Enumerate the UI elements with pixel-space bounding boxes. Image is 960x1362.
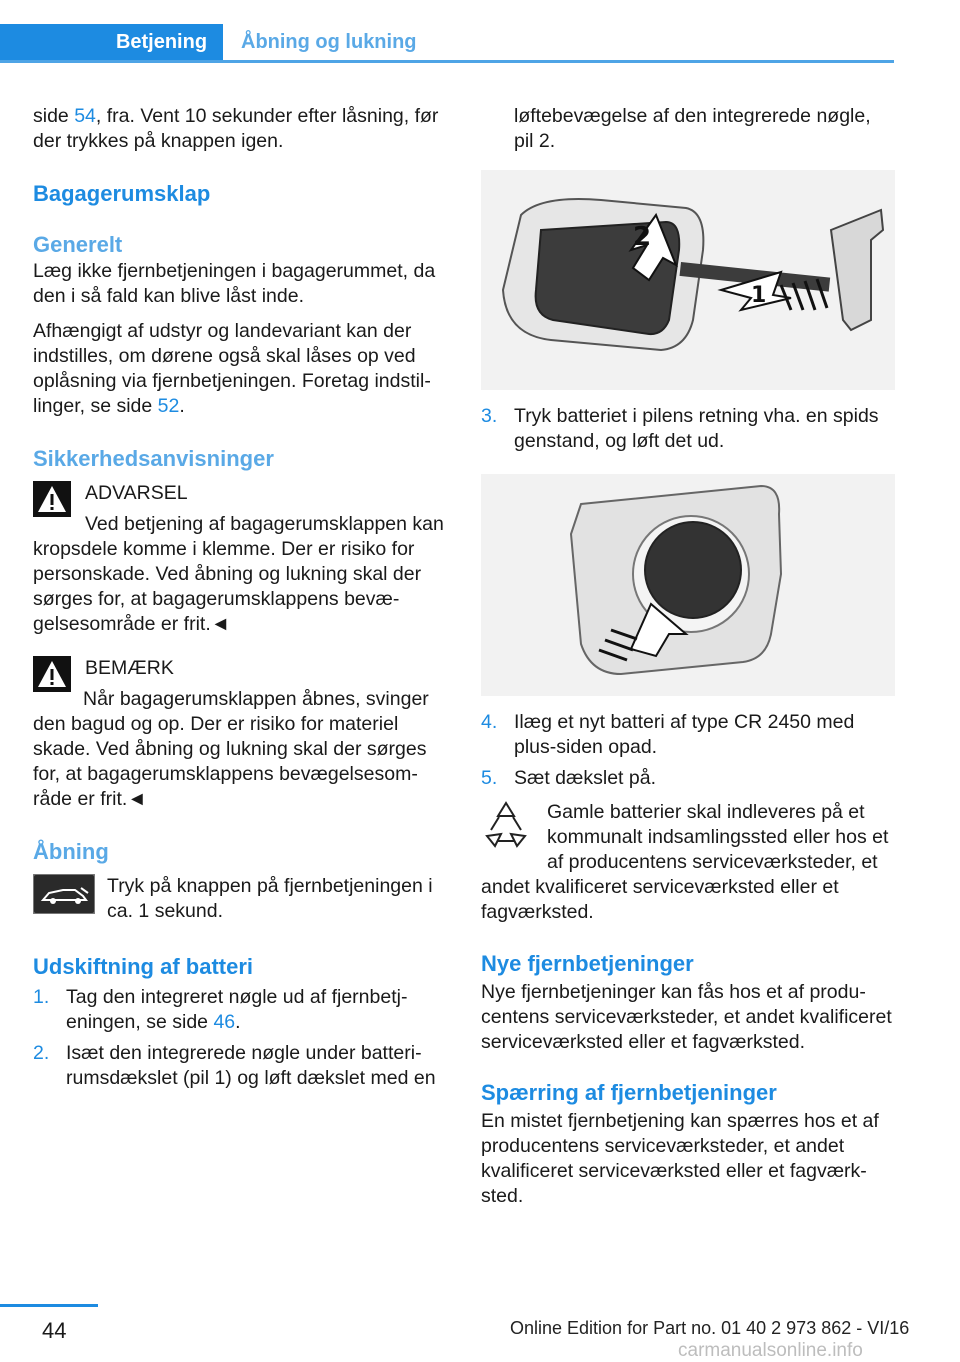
page-link-54[interactable]: 54 bbox=[74, 105, 96, 127]
list-item: 2. Isæt den integrerede nøgle under batterirumsdækslet (pil 1) og løft dækslet med en bbox=[33, 1042, 436, 1089]
battery-steps-list-left bbox=[33, 985, 445, 1091]
heading-nye-fjernbetjeninger: Nye fjernbetjeninger bbox=[481, 951, 694, 976]
battery-steps-list-right-b bbox=[481, 710, 895, 791]
warning-block-1 bbox=[33, 481, 445, 637]
spaerring-paragraph: En mistet fjernbetjening kan spærres hos et af producentens serviceværksteder, et andet kvalificeret serviceværksted eller et fagværksted. bbox=[481, 1110, 879, 1207]
generelt-paragraph-1: Læg ikke fjernbetjeningen i bagagerummet, da den i så fald kan blive låst inde. bbox=[33, 260, 436, 307]
heading-generelt: Generelt bbox=[33, 232, 123, 257]
warning-2-text: Når bagagerumsklappen åbnes, svinger den bagud og op. Der er risiko for materiel skade. Ved åbning og lukning skal der sørges for, at bagagerumsklappens bevægelsesområde er frit.◄ bbox=[33, 688, 429, 810]
chapter-tab-label: Betjening bbox=[115, 31, 208, 53]
nye-paragraph: Nye fjernbetjeninger kan fås hos et af producentens serviceværksteder, et andet kvalificeret serviceværksted eller et fagværksted. bbox=[481, 981, 892, 1053]
chapter-tab[interactable] bbox=[0, 24, 223, 61]
heading-aabning: Åbning bbox=[33, 839, 109, 864]
figure-battery-removal bbox=[481, 474, 895, 696]
recycling-text: Gamle batterier skal indleveres på et kommunalt indsamlingssted eller hos et af producentens serviceværksteder, et andet kvalificeret serviceværksted eller et fagværksted. bbox=[481, 801, 889, 923]
header-divider bbox=[0, 60, 894, 63]
heading-spaerring: Spærring af fjernbetjeninger bbox=[481, 1080, 777, 1105]
right-column bbox=[481, 104, 895, 1209]
section-tab-label: Åbning og lukning bbox=[241, 31, 417, 53]
watermark: carmanualsonline.info bbox=[678, 1340, 863, 1361]
aabning-block bbox=[33, 874, 445, 924]
page-link-52[interactable]: 52 bbox=[157, 395, 180, 417]
generelt-paragraph-2: Afhængigt af udstyr og landevariant kan der indstilles, om dørene også skal låses op ved oplåsning via fjernbetjeningen. Foretag indstillinger, se side 52. bbox=[33, 320, 431, 417]
step-2-continuation: løftebevægelse af den integrerede nøgle, pil 2. bbox=[514, 105, 871, 152]
warning-triangle-icon bbox=[33, 481, 71, 524]
figure-key-removal bbox=[481, 170, 895, 390]
warning-2-title: BEMÆRK bbox=[85, 657, 174, 679]
figure-label-1: 1 bbox=[751, 283, 767, 308]
page-number: 44 bbox=[42, 1318, 67, 1343]
warning-1-text: Ved betjening af bagagerumsklappen kan kropsdele komme i klemme. Der er risiko for personskade. Ved åbning og lukning skal der sørges for, at bagagerumsklappens bevægelsesområde er frit.◄ bbox=[33, 513, 444, 635]
warning-block-2 bbox=[33, 656, 445, 812]
edition-text: Online Edition for Part no. 01 40 2 973 862 - VI/16 bbox=[510, 1318, 910, 1338]
aabning-text: Tryk på knappen på fjernbetjeningen i ca. 1 sekund. bbox=[107, 875, 433, 922]
heading-bagagerumsklap: Bagagerumsklap bbox=[33, 181, 211, 206]
key-fob-illustration bbox=[481, 170, 895, 390]
recycling-note bbox=[481, 800, 895, 925]
footer-divider bbox=[0, 1304, 98, 1307]
battery-steps-list-right-a bbox=[481, 404, 895, 454]
intro-paragraph: side 54, fra. Vent 10 sekunder efter låsning, før der trykkes på knappen igen. bbox=[33, 105, 439, 152]
section-tab[interactable] bbox=[241, 24, 417, 61]
figure-label-2: 2 bbox=[633, 222, 652, 252]
battery-illustration bbox=[481, 474, 895, 696]
car-trunk-button-icon bbox=[33, 874, 95, 921]
warning-1-title: ADVARSEL bbox=[85, 482, 188, 504]
recycle-icon bbox=[481, 800, 531, 855]
list-item: 4. Ilæg et nyt batteri af type CR 2450 med plus-siden opad. bbox=[481, 711, 855, 758]
page-header bbox=[0, 0, 894, 62]
left-column bbox=[33, 104, 445, 1091]
list-item: 5. Sæt dækslet på. bbox=[481, 767, 656, 789]
heading-udskiftning: Udskiftning af batteri bbox=[33, 954, 254, 979]
page-link-46[interactable]: 46 bbox=[213, 1011, 236, 1033]
warning-triangle-icon bbox=[33, 656, 71, 699]
heading-sikkerhedsanvisninger: Sikkerhedsanvisninger bbox=[33, 446, 274, 471]
list-item: 3. Tryk batteriet i pilens retning vha. en spids genstand, og løft det ud. bbox=[481, 405, 879, 452]
list-item: 1. Tag den integreret nøgle ud af fjernbetjeningen, se side 46. bbox=[33, 986, 408, 1033]
